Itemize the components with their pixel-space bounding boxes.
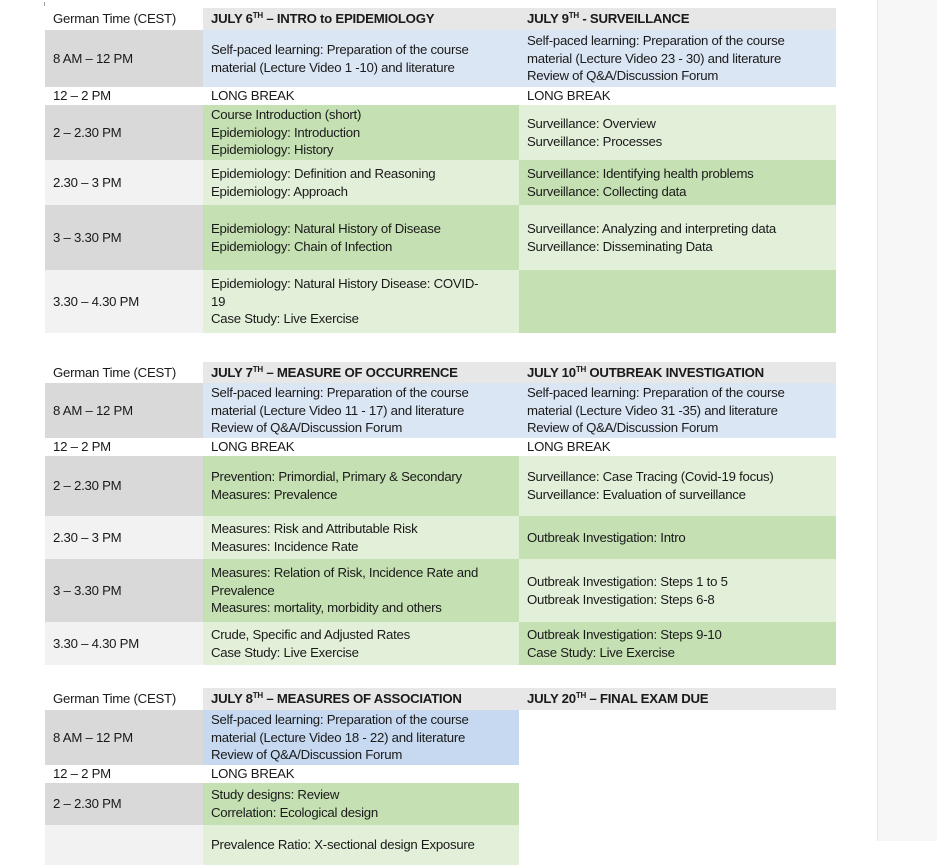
time-slot-cell: 8 AM – 12 PM <box>45 30 203 87</box>
session-line: Crude, Specific and Adjusted Rates <box>211 626 410 642</box>
session-line: Outbreak Investigation: Steps 9-10 <box>527 626 722 642</box>
session-cell <box>203 383 519 438</box>
session-line: Study designs: Review <box>211 787 340 803</box>
session-line: Surveillance: Processes <box>527 133 662 149</box>
day-header-superscript: TH <box>252 691 263 701</box>
time-slot-cell: 12 – 2 PM <box>45 765 203 783</box>
day-header-date: JULY 7 <box>211 364 253 380</box>
session-line: Outbreak Investigation: Steps 1 to 5 <box>527 573 728 589</box>
session-line: Self-paced learning: Preparation of the course <box>211 712 469 728</box>
session-cell <box>519 270 836 333</box>
day-column-header <box>519 688 836 710</box>
session-cell <box>519 105 836 160</box>
day-header-title: – FINAL EXAM DUE <box>586 691 709 707</box>
session-line: 19 <box>211 293 226 309</box>
session-line: Surveillance: Case Tracing (Covid-19 focus) <box>527 469 774 485</box>
day-header-date: JULY 9 <box>527 11 569 27</box>
day-header-date: JULY 20 <box>527 691 576 707</box>
session-cell <box>203 205 519 270</box>
time-slot-cell: 12 – 2 PM <box>45 87 203 105</box>
session-line: LONG BREAK <box>211 439 295 455</box>
session-line: material (Lecture Video 23 - 30) and literature <box>527 50 782 66</box>
session-line: Epidemiology: Approach <box>211 183 348 199</box>
session-cell <box>203 160 519 205</box>
session-cell <box>519 87 836 105</box>
session-cell <box>203 438 519 456</box>
session-cell <box>203 87 519 105</box>
day-column-header <box>203 8 519 30</box>
session-line: material (Lecture Video 31 -35) and literature <box>527 402 778 418</box>
session-cell <box>203 622 519 665</box>
session-cell <box>519 783 836 825</box>
time-slot-cell: 2 – 2.30 PM <box>45 105 203 160</box>
day-header-superscript: TH <box>575 364 587 374</box>
session-line: Epidemiology: Introduction <box>211 124 360 140</box>
time-slot-cell: 3.30 – 4.30 PM <box>45 622 203 665</box>
session-cell <box>519 160 836 205</box>
session-line: Surveillance: Evaluation of surveillance <box>527 487 746 502</box>
session-line: Review of Q&A/Discussion Forum <box>527 68 719 84</box>
session-cell <box>203 105 519 160</box>
session-line: Review of Q&A/Discussion Forum <box>211 420 403 436</box>
day-header-date: JULY 8 <box>211 691 253 707</box>
session-line: Review of Q&A/Discussion Forum <box>211 747 403 763</box>
session-line: Self-paced learning: Preparation of the course <box>211 41 469 57</box>
session-cell <box>519 516 836 559</box>
session-cell <box>519 710 836 765</box>
day-column-header <box>519 362 836 383</box>
time-column-header: German Time (CEST) <box>45 362 203 383</box>
schedule-table <box>45 362 836 665</box>
session-line: Self-paced learning: Preparation of the course <box>211 385 469 401</box>
time-slot-cell: 3 – 3.30 PM <box>45 559 203 622</box>
day-header-text <box>527 690 828 708</box>
time-slot-cell: 8 AM – 12 PM <box>45 710 203 765</box>
time-slot-cell: 2.30 – 3 PM <box>45 516 203 559</box>
session-line: Prevention: Primordial, Primary & Secondary <box>211 469 462 485</box>
session-line: Epidemiology: Chain of Infection <box>211 238 393 254</box>
session-cell <box>519 456 836 516</box>
schedule-table <box>45 8 836 333</box>
session-line: Prevalence <box>211 582 275 598</box>
session-line: Surveillance: Overview <box>527 115 656 131</box>
session-line: Case Study: Live Exercise <box>211 644 359 660</box>
time-slot-cell: 3 – 3.30 PM <box>45 205 203 270</box>
session-cell <box>519 765 836 783</box>
day-header-title: – INTRO to EPIDEMIOLOGY <box>262 11 435 27</box>
day-header-date: JULY 6 <box>211 11 253 27</box>
page-corner-mark <box>43 2 46 6</box>
day-header-title: – MEASURES OF ASSOCIATION <box>262 691 462 707</box>
session-line: Surveillance: Analyzing and interpreting data <box>527 220 777 236</box>
session-cell <box>519 622 836 665</box>
session-cell <box>203 765 519 783</box>
time-slot-cell: 2.30 – 3 PM <box>45 160 203 205</box>
time-slot-cell <box>45 825 203 865</box>
session-line: Measures: Prevalence <box>211 487 338 502</box>
session-line: LONG BREAK <box>211 88 295 104</box>
day-header-superscript: TH <box>252 364 263 374</box>
session-cell <box>203 559 519 622</box>
session-line: Epidemiology: Natural History of Disease <box>211 220 441 236</box>
day-header-title: OUTBREAK INVESTIGATION <box>586 364 764 380</box>
session-line: Outbreak Investigation: Intro <box>527 529 686 545</box>
session-cell <box>519 825 836 865</box>
session-line: Case Study: Live Exercise <box>527 644 675 660</box>
day-header-title: - SURVEILLANCE <box>578 11 690 27</box>
session-line: Measures: Incidence Rate <box>211 538 359 554</box>
day-header-text <box>211 10 511 28</box>
session-cell <box>203 270 519 333</box>
session-cell <box>203 783 519 825</box>
session-cell <box>519 205 836 270</box>
time-slot-cell: 2 – 2.30 PM <box>45 456 203 516</box>
session-line: Correlation: Ecological design <box>211 805 378 820</box>
day-column-header <box>519 8 836 30</box>
session-cell <box>203 30 519 87</box>
day-header-text <box>527 10 828 28</box>
session-line: material (Lecture Video 18 - 22) and literature <box>211 729 466 745</box>
session-cell <box>519 30 836 87</box>
day-header-date: JULY 10 <box>527 364 576 380</box>
session-line: Prevalence Ratio: X-sectional design Exposure <box>211 837 475 853</box>
session-line: material (Lecture Video 11 - 17) and literature <box>211 402 465 418</box>
time-column-header: German Time (CEST) <box>45 688 203 710</box>
session-line: Measures: Risk and Attributable Risk <box>211 520 418 536</box>
side-panel <box>877 0 937 841</box>
session-cell <box>203 516 519 559</box>
session-line: Measures: Relation of Risk, Incidence Rate and <box>211 565 479 581</box>
session-line: Self-paced learning: Preparation of the course <box>527 385 785 401</box>
session-line: LONG BREAK <box>527 439 611 455</box>
time-slot-cell: 8 AM – 12 PM <box>45 383 203 438</box>
day-column-header <box>203 688 519 710</box>
day-header-text <box>211 364 511 382</box>
session-line: Epidemiology: History <box>211 142 334 158</box>
session-cell <box>203 825 519 865</box>
session-cell <box>519 438 836 456</box>
day-header-superscript: TH <box>575 691 587 701</box>
session-cell <box>519 559 836 622</box>
session-line: LONG BREAK <box>211 766 295 782</box>
day-column-header <box>203 362 519 383</box>
session-cell <box>519 383 836 438</box>
session-line: Epidemiology: Natural History Disease: COVID- <box>211 276 479 292</box>
session-line: Surveillance: Collecting data <box>527 183 687 199</box>
session-line: Measures: mortality, morbidity and others <box>211 600 442 616</box>
session-line: Case Study: Live Exercise <box>211 311 359 327</box>
day-header-superscript: TH <box>568 11 579 21</box>
time-slot-cell: 12 – 2 PM <box>45 438 203 456</box>
session-line: Surveillance: Identifying health problems <box>527 165 754 181</box>
session-line: Outbreak Investigation: Steps 6-8 <box>527 591 715 607</box>
session-cell <box>203 456 519 516</box>
day-header-text <box>211 690 511 708</box>
session-line: Epidemiology: Definition and Reasoning <box>211 165 436 181</box>
session-line: LONG BREAK <box>527 88 611 104</box>
session-line: Review of Q&A/Discussion Forum <box>527 420 719 436</box>
session-line: Surveillance: Disseminating Data <box>527 238 713 254</box>
time-slot-cell: 2 – 2.30 PM <box>45 783 203 825</box>
session-line: Course Introduction (short) <box>211 107 362 123</box>
day-header-superscript: TH <box>252 11 263 21</box>
session-line: Self-paced learning: Preparation of the course <box>527 33 785 49</box>
schedule-table <box>45 688 836 865</box>
time-slot-cell: 3.30 – 4.30 PM <box>45 270 203 333</box>
time-column-header: German Time (CEST) <box>45 8 203 30</box>
session-line: material (Lecture Video 1 -10) and literature <box>211 59 455 75</box>
day-header-title: – MEASURE OF OCCURRENCE <box>262 364 458 380</box>
day-header-text <box>527 364 828 382</box>
session-cell <box>203 710 519 765</box>
